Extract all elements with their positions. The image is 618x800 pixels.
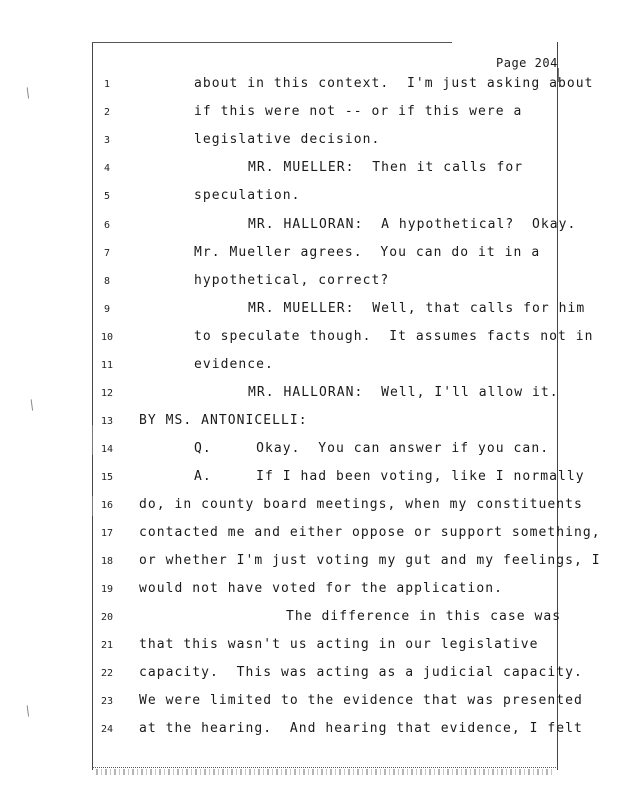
transcript-line [0, 609, 618, 629]
line-text: legislative decision. [194, 132, 381, 147]
page-number: Page 204 [496, 56, 558, 70]
transcript-line [0, 581, 618, 601]
transcript-line [0, 104, 618, 124]
transcript-line [0, 329, 618, 349]
line-text: do, in county board meetings, when my constituents [139, 497, 583, 512]
page-top-border [92, 42, 452, 43]
line-text: Q. Okay. You can answer if you can. [194, 441, 550, 456]
line-number: 1 [103, 79, 111, 90]
line-number: 8 [103, 276, 111, 287]
line-text: about in this context. I'm just asking about [194, 76, 594, 91]
transcript-line [0, 469, 618, 489]
line-number: 18 [100, 556, 114, 567]
line-text: We were limited to the evidence that was presented [139, 693, 583, 708]
transcript-line [0, 693, 618, 713]
line-number: 16 [100, 500, 114, 511]
transcript-line [0, 637, 618, 657]
transcript-line [0, 413, 618, 433]
line-text: hypothetical, correct? [194, 273, 390, 288]
line-text: BY MS. ANTONICELLI: [139, 413, 308, 428]
line-number: 10 [100, 332, 114, 343]
line-text: evidence. [194, 357, 274, 372]
line-number: 13 [100, 416, 114, 427]
line-text: at the hearing. And hearing that evidence, I felt [139, 721, 583, 736]
line-text: speculation. [194, 188, 301, 203]
line-text: that this wasn't us acting in our legislative [139, 637, 539, 652]
line-text: Mr. Mueller agrees. You can do it in a [194, 245, 541, 260]
line-number: 5 [103, 191, 111, 202]
margin-pen-mark: / [23, 703, 34, 720]
line-text: MR. HALLORAN: Well, I'll allow it. [248, 385, 559, 400]
line-text: A. If I had been voting, like I normally [194, 469, 585, 484]
transcript-line [0, 497, 618, 517]
transcript-line [0, 553, 618, 573]
line-number: 20 [100, 612, 114, 623]
line-number: 19 [100, 584, 114, 595]
line-number: 9 [103, 304, 111, 315]
transcript-line [0, 357, 618, 377]
transcript-line [0, 76, 618, 96]
line-text: to speculate though. It assumes facts not in [194, 329, 594, 344]
margin-pen-mark: / [23, 85, 34, 102]
line-number: 3 [103, 135, 111, 146]
page-bottom-border [92, 767, 558, 768]
line-text: or whether I'm just voting my gut and my feelings, I [139, 553, 601, 568]
transcript-line [0, 217, 618, 237]
transcript-line [0, 132, 618, 152]
line-text: MR. HALLORAN: A hypothetical? Okay. [248, 217, 577, 232]
line-number: 22 [100, 668, 114, 679]
line-number: 24 [100, 724, 114, 735]
line-number: 11 [100, 360, 114, 371]
line-number: 12 [100, 388, 114, 399]
line-number: 17 [100, 528, 114, 539]
transcript-line [0, 525, 618, 545]
transcript-line [0, 665, 618, 685]
line-number: 4 [103, 163, 111, 174]
margin-pen-mark: / [27, 397, 38, 414]
line-number: 14 [100, 444, 114, 455]
line-number: 6 [103, 220, 111, 231]
transcript-line [0, 273, 618, 293]
line-number: 7 [103, 248, 111, 259]
line-number: 23 [100, 696, 114, 707]
line-text: if this were not -- or if this were a [194, 104, 523, 119]
line-number: 2 [103, 107, 111, 118]
transcript-line [0, 721, 618, 741]
transcript-line [0, 441, 618, 461]
transcript-line [0, 188, 618, 208]
line-text: would not have voted for the application. [139, 581, 503, 596]
line-number: 15 [100, 472, 114, 483]
transcript-line [0, 245, 618, 265]
transcript-line [0, 160, 618, 180]
line-text: contacted me and either oppose or support something, [139, 525, 601, 540]
line-number: 21 [100, 640, 114, 651]
line-text: MR. MUELLER: Well, that calls for him [248, 301, 586, 316]
line-text: The difference in this case was [286, 609, 562, 624]
scanned-footer-text [96, 769, 554, 775]
transcript-line [0, 385, 618, 405]
transcript-line [0, 301, 618, 321]
line-text: MR. MUELLER: Then it calls for [248, 160, 524, 175]
line-text: capacity. This was acting as a judicial capacity. [139, 665, 583, 680]
